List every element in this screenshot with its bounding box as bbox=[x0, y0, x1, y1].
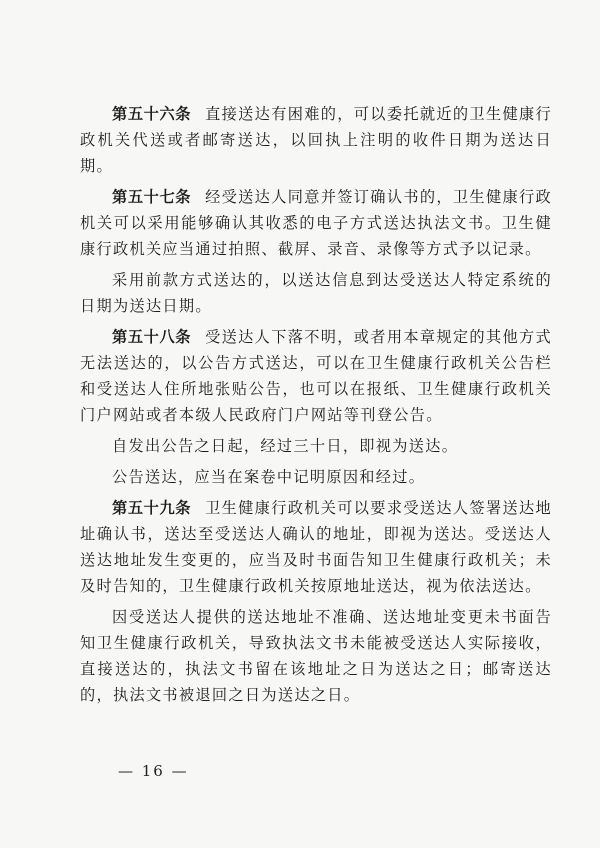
article-58-number: 第五十八条 bbox=[112, 328, 192, 346]
article-58-third-paragraph bbox=[80, 464, 552, 490]
article-57-paragraph bbox=[80, 184, 552, 262]
article-58-second-text: 自发出公告之日起，经过三十日，即视为送达。 bbox=[112, 437, 459, 455]
page-number: — 16 — bbox=[118, 762, 189, 780]
document-body bbox=[80, 101, 552, 713]
article-57-text: 经受送达人同意并签订确认书的，卫生健康行政机关可以采用能够确认其收悉的电子方式送达执法文书。卫生健康行政机关应当通过拍照、截屏、录音、录像等方式予以记录。 bbox=[80, 188, 552, 258]
article-59-paragraph bbox=[80, 495, 552, 599]
article-56-paragraph bbox=[80, 101, 552, 179]
article-59-text: 卫生健康行政机关可以要求受送达人签署送达地址确认书，送达至受送达人确认的地址，即视为送达。受送达人送达地址发生变更的，应当及时书面告知卫生健康行政机关；未及时告知的，卫生健康行政机关按原地址送达，视为依法送达。 bbox=[80, 499, 552, 595]
article-59-second-text: 因受送达人提供的送达地址不准确、送达地址变更未书面告知卫生健康行政机关，导致执法文书未能被受送达人实际接收，直接送达的，执法文书留在该地址之日为送达之日；邮寄送达的，执法文书被退回之日为送达之日。 bbox=[80, 608, 552, 704]
article-58-third-text: 公告送达，应当在案卷中记明原因和经过。 bbox=[112, 468, 426, 486]
article-57-number: 第五十七条 bbox=[112, 188, 192, 206]
article-57-second-text: 采用前款方式送达的，以送达信息到达受送达人特定系统的日期为送达日期。 bbox=[80, 271, 552, 315]
article-59-number: 第五十九条 bbox=[112, 499, 192, 517]
article-56-text: 直接送达有困难的，可以委托就近的卫生健康行政机关代送或者邮寄送达，以回执上注明的收件日期为送达日期。 bbox=[80, 105, 552, 175]
article-56-number: 第五十六条 bbox=[112, 105, 192, 123]
article-57-second-paragraph bbox=[80, 267, 552, 319]
article-58-second-paragraph bbox=[80, 433, 552, 459]
article-59-second-paragraph bbox=[80, 604, 552, 708]
article-58-paragraph bbox=[80, 324, 552, 428]
article-58-text: 受送达人下落不明，或者用本章规定的其他方式无法送达的，以公告方式送达，可以在卫生健康行政机关公告栏和受送达人住所地张贴公告，也可以在报纸、卫生健康行政机关门户网站或者本级人民政府门户网站等刊登公告。 bbox=[80, 328, 552, 424]
